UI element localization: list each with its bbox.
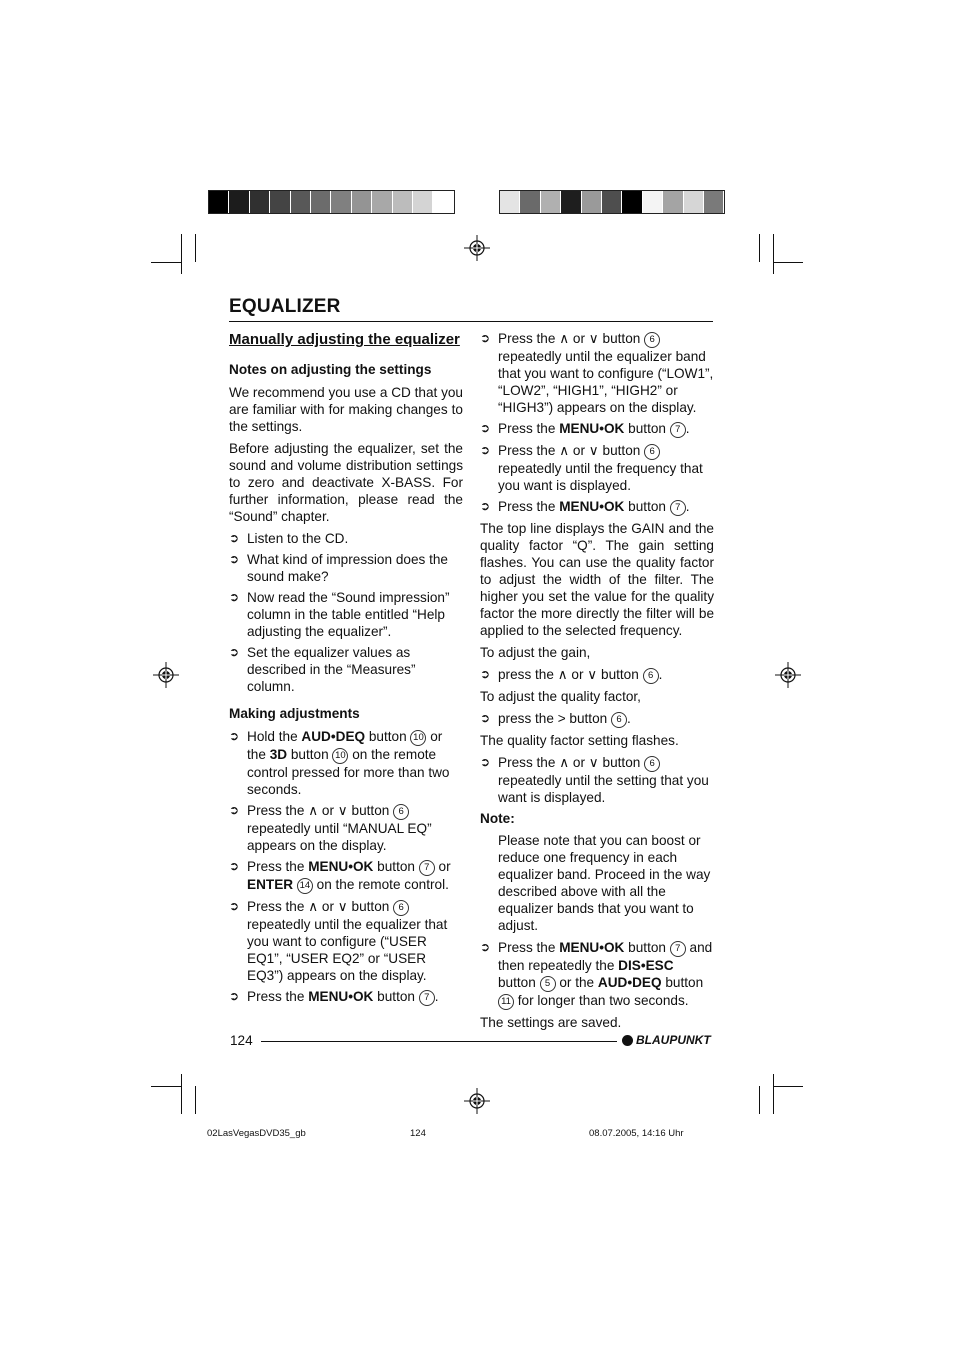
color-bar-left (208, 190, 455, 214)
color-swatch (684, 191, 704, 213)
paragraph: The top line displays the GAIN and the quality factor “Q”. The gain setting flashes. You can use the quality factor to adjust the width of the filter. The higher you set the value for the quality factor the more directly the filter will be applied to the selected frequency. (480, 521, 714, 638)
color-swatch (270, 191, 290, 213)
print-file-name: 02LasVegasDVD35_gb (207, 1128, 306, 1139)
color-swatch (413, 191, 433, 213)
color-swatch (704, 191, 724, 213)
list-item: ➲ Listen to the CD. (229, 531, 349, 546)
list-item: ➲ Press the ∧ or ∨ button 6 repeatedly until the frequency that you want is displayed. (480, 443, 703, 493)
registration-mark-icon (464, 235, 490, 261)
step-arrow-icon: ➲ (229, 803, 240, 817)
right-column (480, 330, 714, 1036)
step-arrow-icon: ➲ (480, 331, 491, 345)
left-column (229, 330, 463, 1010)
crop-mark (759, 1086, 760, 1114)
step-arrow-icon: ➲ (229, 531, 240, 545)
page-number: 124 (230, 1033, 253, 1048)
print-page-number: 124 (410, 1128, 426, 1139)
crop-mark (773, 1086, 803, 1087)
list-item: ➲ Press the ∧ or ∨ button 6 repeatedly until the equalizer band that you want to configure (“LOW1”, “LOW2”, “HIGH1”, “HIGH2” or “HIGH3”) appears on the display. (480, 331, 714, 415)
list-item: ➲ Now read the “Sound impression” column in the table entitled “Help adjusting the equalizer”. (229, 590, 450, 639)
note-text: Please note that you can boost or reduce one frequency in each equalizer band. Proceed in the way described above with all the equalizer bands that you want to adjust. (498, 833, 711, 933)
making-heading: Making adjustments (229, 706, 360, 721)
registration-mark-icon (775, 662, 801, 688)
button-number-badge: 7 (670, 941, 686, 957)
color-swatch (433, 191, 453, 213)
crop-mark (759, 234, 760, 262)
button-number-badge: 7 (670, 500, 686, 516)
button-number-badge: 7 (419, 990, 435, 1006)
list-item: ➲ press the > button 6 . (480, 711, 631, 726)
list-item: ➲ Press the MENU•OK button 7 or ENTER 14 on the remote control. (229, 859, 451, 892)
paragraph: To adjust the quality factor, (480, 689, 641, 704)
note-label: Note: (480, 811, 515, 826)
button-number-badge: 7 (670, 422, 686, 438)
notes-heading: Notes on adjusting the settings (229, 362, 432, 377)
crop-mark (773, 262, 803, 263)
button-number-badge: 5 (540, 976, 556, 992)
button-number-badge: 14 (297, 878, 313, 894)
color-swatch (372, 191, 392, 213)
paragraph: To adjust the gain, (480, 645, 591, 660)
step-arrow-icon: ➲ (229, 729, 240, 743)
list-item: ➲ Press the ∧ or ∨ button 6 repeatedly until the setting that you want is displayed. (480, 755, 709, 805)
list-item: ➲ What kind of impression does the sound make? (229, 552, 448, 584)
color-swatch (561, 191, 581, 213)
step-arrow-icon: ➲ (480, 711, 491, 725)
color-swatch (352, 191, 372, 213)
color-swatch (520, 191, 540, 213)
list-item: ➲ Press the ∧ or ∨ button 6 repeatedly until the equalizer that you want to configure (“USER EQ1”, “USER EQ2” or “USER EQ3”) appears on the display. (229, 899, 448, 983)
brand-logo: BLAUPUNKT (622, 1033, 711, 1047)
footer-rule (261, 1041, 617, 1042)
step-arrow-icon: ➲ (480, 755, 491, 769)
step-arrow-icon: ➲ (480, 940, 491, 954)
color-swatch (331, 191, 351, 213)
color-swatch (602, 191, 622, 213)
step-arrow-icon: ➲ (229, 859, 240, 873)
step-arrow-icon: ➲ (229, 989, 240, 1003)
print-date: 08.07.2005, 14:16 Uhr (589, 1128, 684, 1139)
list-item: ➲ Press the ∧ or ∨ button 6 repeatedly until “MANUAL EQ” appears on the display. (229, 803, 432, 853)
crop-mark (151, 262, 182, 263)
button-number-badge: 10 (332, 748, 348, 764)
color-swatch (541, 191, 561, 213)
registration-mark-icon (464, 1088, 490, 1114)
crop-mark (195, 234, 196, 262)
step-arrow-icon: ➲ (480, 421, 491, 435)
list-item: ➲ Press the MENU•OK button 7 and then repeatedly the DIS•ESC button 5 or the AUD•DEQ button 11 for longer than two seconds. (480, 940, 713, 1008)
button-number-badge: 6 (643, 668, 659, 684)
crop-mark (151, 1086, 182, 1087)
step-arrow-icon: ➲ (480, 667, 491, 681)
button-number-badge: 6 (644, 444, 660, 460)
list-item: ➲ Press the MENU•OK button 7 . (229, 989, 439, 1004)
list-item: ➲ Hold the AUD•DEQ button 10 or the 3D button 10 on the remote control pressed for more than two seconds. (229, 729, 450, 797)
crop-mark (181, 234, 182, 274)
color-swatch (663, 191, 683, 213)
crop-mark (195, 1086, 196, 1114)
button-number-badge: 6 (644, 332, 660, 348)
step-arrow-icon: ➲ (229, 552, 240, 566)
button-number-badge: 6 (393, 900, 409, 916)
step-arrow-icon: ➲ (480, 499, 491, 513)
color-swatch (643, 191, 663, 213)
logo-dot-icon (622, 1035, 633, 1046)
list-item: ➲ Set the equalizer values as described in the “Measures” column. (229, 645, 416, 694)
paragraph: The settings are saved. (480, 1015, 622, 1030)
button-number-badge: 6 (393, 804, 409, 820)
color-swatch (291, 191, 311, 213)
color-swatch (393, 191, 413, 213)
paragraph: The quality factor setting flashes. (480, 733, 679, 748)
color-swatch (500, 191, 520, 213)
step-arrow-icon: ➲ (229, 645, 240, 659)
step-arrow-icon: ➲ (229, 590, 240, 604)
button-number-badge: 7 (419, 860, 435, 876)
crop-mark (773, 234, 774, 274)
title-rule (229, 321, 713, 322)
color-swatch (209, 191, 229, 213)
button-number-badge: 6 (611, 712, 627, 728)
color-swatch (311, 191, 331, 213)
button-number-badge: 6 (644, 756, 660, 772)
step-arrow-icon: ➲ (480, 443, 491, 457)
crop-mark (773, 1074, 774, 1114)
button-number-badge: 10 (410, 730, 426, 746)
list-item: ➲ Press the MENU•OK button 7 . (480, 421, 690, 436)
page-title: EQUALIZER (229, 296, 341, 317)
section-subtitle: Manually adjusting the equalizer (229, 331, 460, 348)
list-item: ➲ press the ∧ or ∨ button 6 . (480, 667, 663, 682)
list-item: ➲ Press the MENU•OK button 7 . (480, 499, 690, 514)
paragraph: Before adjusting the equalizer, set the sound and volume distribution settings to zero and deactivate X-BASS. For further information, please read the “Sound” chapter. (229, 441, 463, 524)
step-arrow-icon: ➲ (229, 899, 240, 913)
color-swatch (582, 191, 602, 213)
color-swatch (622, 191, 642, 213)
button-number-badge: 11 (498, 994, 514, 1010)
crop-mark (181, 1074, 182, 1114)
paragraph: We recommend you use a CD that you are familiar with for making changes to the settings. (229, 385, 463, 434)
registration-mark-icon (153, 662, 179, 688)
color-bar-right (499, 190, 725, 214)
color-swatch (250, 191, 270, 213)
color-swatch (229, 191, 249, 213)
